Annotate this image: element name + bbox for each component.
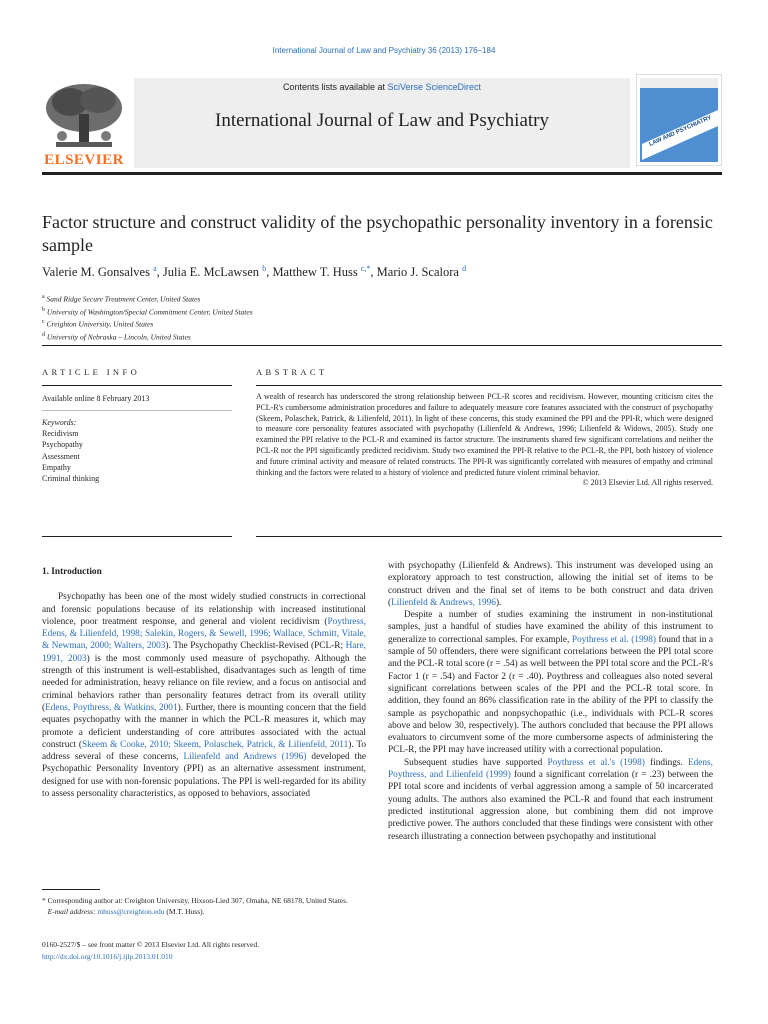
citation-link[interactable]: Edens, Poythress, & Watkins, 2001 (45, 702, 178, 713)
header-rule (42, 172, 722, 175)
journal-cover-image-icon (636, 74, 722, 166)
author-name: Valerie M. Gonsalves (42, 265, 150, 280)
article-info-divider (42, 410, 232, 411)
body-paragraph (42, 591, 366, 800)
body-text: Despite a number of studies examining the instrument in non-institutional samples, just a handful of studies have examined the ability of this instrument to generalize to correctional samples. For example, (388, 610, 713, 645)
affiliation-mark: c (42, 319, 45, 325)
keywords-heading: Keywords: (42, 418, 77, 427)
citation-link[interactable]: Lilienfeld and Andrews (1996) (183, 752, 307, 763)
keyword-item: Criminal thinking (42, 474, 100, 484)
footnote-mark: * (42, 896, 46, 905)
keyword-item: Assessment (42, 451, 80, 461)
citation-link[interactable]: Poythress et al. (1998) (571, 634, 656, 645)
citation-link[interactable]: Lilienfeld & Andrews, 1996 (391, 597, 496, 608)
abstract-body (256, 392, 713, 489)
author-name: Julia E. McLawsen (162, 265, 260, 280)
body-text: found that in a sample of 50 offenders, there were significant correlations between the PPI total score and the PCL-R total score (r = .54) as well between the PPI total score and the PCL-R's Factor 1 (r = .54) and Factor 2 (r = .40). Poythress and colleagues also noted several significant correlations between scales of the PPI and the PCL-R total score. In addition, they found an 86% classification rate in the ability of the PPI to classify the sample as psychopathic and nonpsychopathic (i.e., individuals with PCL-R scores above and below 30, respectively). The authors concluded that because the PPI allows evaluators to circumvent some of the more cumbersome aspects of administering the PCL-R, the PPI may have increased utility with a correctional population. (388, 634, 714, 756)
article-info-rule (42, 385, 232, 386)
citation-link[interactable]: Hare, 1991, 2003 (42, 641, 366, 664)
citation-link[interactable]: Skeem & Cooke, 2010; Skeem, Polaschek, Patrick, & Lilienfeld, 2011 (81, 739, 349, 750)
affiliation-mark-link[interactable]: a (153, 264, 157, 273)
affiliation-item (42, 305, 542, 318)
body-text: Subsequent studies have supported (404, 757, 548, 768)
issn-line: 0160-2527/$ – see front matter © 2013 Elsevier Ltd. All rights reserved. (42, 940, 260, 949)
affiliation-text: University of Nebraska – Lincoln, United States (46, 332, 191, 341)
body-column-left (42, 566, 366, 800)
affiliation-list (42, 292, 542, 342)
abstract-rule (256, 385, 722, 386)
author-separator: , (266, 265, 273, 280)
author-separator: , (156, 265, 163, 280)
footnote-rule (42, 889, 100, 890)
section-heading-introduction: 1. Introduction (42, 567, 102, 577)
author-list (42, 264, 727, 280)
body-paragraph (388, 609, 713, 757)
affiliation-text: University of Washington/Special Commitment Center, United States (46, 307, 253, 316)
article-info-heading: ARTICLE INFO (42, 367, 141, 377)
available-online-date: Available online 8 February 2013 (42, 394, 150, 403)
affiliation-mark-link[interactable]: c,* (360, 264, 371, 273)
body-text: developed the Psychopathic Personality Inventory (PPI) as an alternative assessment instrument, designed for use with non-forensic populations. The PPI is well-regarded for its ability to assess personality characteristics, as opposed to behaviors, associated (42, 752, 367, 800)
article-info-bottom-rule (42, 536, 232, 537)
sciencedirect-link[interactable]: SciVerse ScienceDirect (387, 82, 482, 92)
body-text: ). To address several of these concerns, (42, 739, 366, 763)
contents-prefix: Contents lists available at (282, 82, 388, 92)
paper-title: Factor structure and construct validity of the psychopathic personality inventory in a forensic sample (42, 212, 713, 255)
body-text: found a significant correlation (r = .23) between the PPI total score and incidents of verbal aggression among a sample of 50 incarcerated young adults. The authors also examined the PCL-R and found that each instrument predicted institutional aggression alone, but combining them did not improve predictive power. The authors concluded that these findings were consistent with other research illustrating a connection between psychopathy and institutional (388, 770, 713, 842)
body-text: with psychopathy (Lilienfeld & Andrews). This instrument was developed using an exploratory approach to test construction, allowing the initial set of items to be construct driven and the final set of items to be both construct and data driven ( (388, 561, 713, 608)
body-text: ). Further, there is mounting concern that the field equates psychopathy with the manner in which the PCL-R measures it, which may promote a deficient understanding of core attributes associated with the actual construct ( (42, 702, 366, 750)
body-paragraph (388, 560, 713, 609)
citation-link[interactable]: Poythress, Edens, & Lilienfeld, 1998; Salekin, Rogers, & Sewell, 1996; Wallace, Schmitt, Vitale, & Newman, 2000; Walters, 2003 (42, 616, 366, 652)
author-name: Matthew T. Huss (272, 265, 358, 280)
body-column-right (388, 560, 713, 843)
abstract-copyright: © 2013 Elsevier Ltd. All rights reserved. (582, 478, 713, 488)
corresponding-author-footnote (42, 896, 366, 917)
affiliation-mark: d (42, 331, 45, 338)
affiliation-mark-link[interactable]: b (262, 264, 267, 273)
author-separator: , (370, 265, 377, 280)
body-paragraph (388, 757, 713, 843)
affiliation-mark: a (42, 294, 45, 300)
contents-line (134, 82, 630, 92)
keyword-list (42, 417, 99, 484)
footnote-text: Corresponding author at: Creighton University, Hixson-Lied 307, Omaha, NE 68178, United States. (45, 896, 348, 905)
journal-title: International Journal of Law and Psychiatry (215, 110, 549, 131)
affiliation-text: Creighton University, United States (46, 319, 154, 329)
abstract-text: A wealth of research has underscored the strong relationship between PCL-R scores and recidivism. However, mounting criticism cites the PCL-R's cumbersome administration procedures and failure to adequately measure core features associated with the construct of psychopathy (Skeem, Polaschek, Patrick, & Lilienfeld, 2011). In light of these concerns, this study examined the PPI and the PPI-R, which were designed to measure core personality features associated with psychopathy (Lilienfeld & Andrews, 1996; Lilienfeld & Widows, 2005). Study one examined the PPI relative to the PCL-R and examined its factor structure. The instruments shared few significant correlations and neither the PCL-R nor the PPI significantly predicted recidivism. Study two examined the PPI-R relative to the PCL-R, the PPI, both history of violence and future criminal activity and measure of related constructs. The PPI-R was significantly correlated with measures of empathy and criminal thinking and the factors were related to a history of violence and predicted future violent criminal behavior. (256, 392, 713, 477)
keyword-item: Empathy (42, 462, 71, 472)
affiliation-mark-link[interactable]: d (462, 264, 467, 273)
email-link[interactable]: mhuss@creighton.edu (97, 906, 165, 916)
affiliation-mark: b (42, 306, 45, 313)
body-text: ). (495, 597, 502, 608)
affiliation-item (42, 292, 542, 305)
affiliation-item (42, 330, 542, 343)
author-name: Mario J. Scalora (376, 265, 459, 280)
citation-link[interactable]: Poythress et al.'s (1998) (547, 757, 645, 768)
keyword-item: Recidivism (42, 429, 79, 439)
email-label: E-mail address: (47, 906, 96, 916)
body-text: Psychopathy has been one of the most widely studied constructs in correctional and forensic populations because of its relationship with increased institutional violence, poor treatment response, and general and violent recidivism ( (42, 592, 366, 627)
body-text: findings. (644, 757, 688, 768)
keyword-item: Psychopathy (42, 440, 83, 450)
cover-title-text: LAW AND PSYCHIATRY (648, 114, 713, 148)
affiliation-item (42, 317, 542, 330)
elsevier-logo-text: ELSEVIER (44, 152, 124, 168)
issn-block (42, 939, 366, 962)
title-rule (42, 345, 722, 346)
abstract-bottom-rule (256, 536, 722, 537)
affiliation-text: Sand Ridge Secure Treatment Center, United States (46, 294, 201, 304)
citation-link[interactable]: Edens, Poythress, and Lilienfeld (1999) (388, 757, 713, 781)
doi-link[interactable]: http://dx.doi.org/10.1016/j.ijlp.2013.01.010 (42, 951, 173, 961)
email-suffix: (M.T. Huss). (164, 906, 205, 916)
abstract-heading: ABSTRACT (256, 367, 328, 377)
journal-reference-link[interactable]: International Journal of Law and Psychiatry 36 (2013) 176–184 (272, 46, 496, 55)
body-text: ) is the most commonly used measure of psychopathy. Although the strength of this instrument is well-established, disadvantages such as length of time needed for administration, heavy reliance on file review, and a focus on antisocial and criminal behaviors rather than personality features detract from its overall utility ( (42, 653, 366, 713)
body-text: ). The Psychopathy Checklist-Revised (PCL-R; (165, 641, 346, 652)
